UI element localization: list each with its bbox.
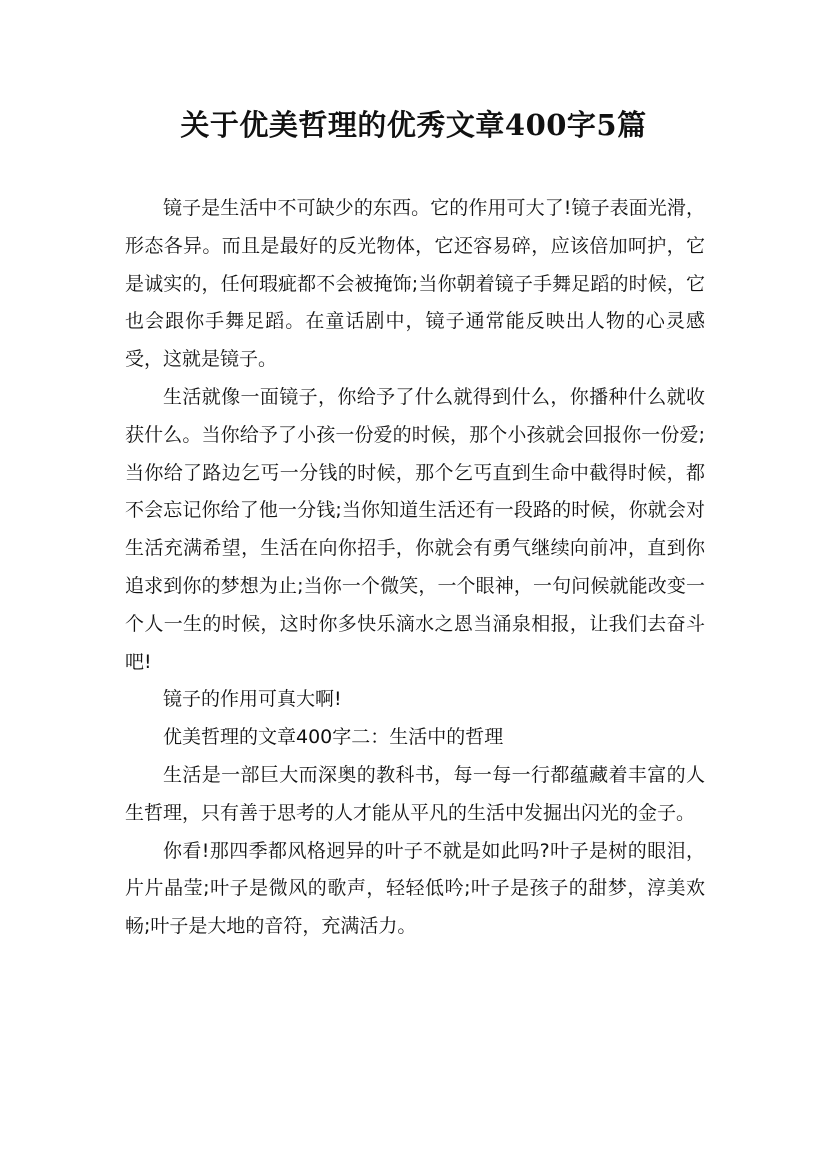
paragraph-life-textbook: 生活是一部巨大而深奥的教科书，每一每一行都蕴藏着丰富的人生哲理，只有善于思考的人才能从平凡的生活中发掘出闪光的金子。 (125, 763, 705, 824)
document-body (125, 190, 705, 946)
paragraph-mirror-intro: 镜子是生活中不可缺少的东西。它的作用可大了!镜子表面光滑，形态各异。而且是最好的反光物体，它还容易碎，应该倍加呵护，它是诚实的，任何瑕疵都不会被掩饰;当你朝着镜子手舞足蹈的时候，它也会跟你手舞足蹈。在童话剧中，镜子通常能反映出人物的心灵感受，这就是镜子。 (125, 197, 705, 371)
paragraph-leaves: 你看!那四季都风格迥异的叶子不就是如此吗?叶子是树的眼泪，片片晶莹;叶子是微风的歌声，轻轻低吟;叶子是孩子的甜梦，淳美欢畅;叶子是大地的音符，充满活力。 (125, 839, 705, 938)
paragraph-mirror-conclusion: 镜子的作用可真大啊! (163, 688, 342, 711)
section-heading-two: 优美哲理的文章400字二：生活中的哲理 (163, 726, 504, 749)
document-title: 关于优美哲理的优秀文章400字5篇 (180, 108, 647, 142)
paragraph-life-mirror: 生活就像一面镜子，你给予了什么就得到什么，你播种什么就收获什么。当你给予了小孩一份爱的时候，那个小孩就会回报你一份爱;当你给了路边乞丐一分钱的时候，那个乞丐直到生命中截得时候，都不会忘记你给了他一分钱;当你知道生活还有一段路的时候，你就会对生活充满希望，生活在向你招手，你就会有勇气继续向前冲，直到你追求到你的梦想为止;当你一个微笑，一个眼神，一句问候就能改变一个人一生的时候，这时你多快乐滴水之恩当涌泉相报，让我们去奋斗吧! (125, 385, 705, 673)
